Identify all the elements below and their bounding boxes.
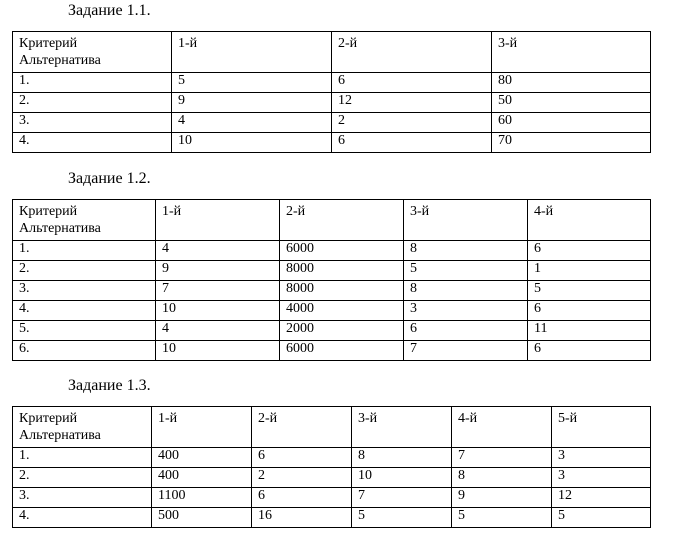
- header-cell: 1-й: [152, 407, 252, 448]
- task-table: [12, 199, 651, 361]
- table-cell: 2: [252, 468, 352, 488]
- task-title: Задание 1.2.: [68, 170, 151, 187]
- table-cell: 400: [152, 448, 252, 468]
- table-cell: 2: [332, 113, 492, 133]
- table-cell: 4: [172, 113, 332, 133]
- table-cell: 5.: [13, 321, 156, 341]
- header-cell: 3-й: [492, 32, 651, 73]
- table-cell: 400: [152, 468, 252, 488]
- table-cell: 6: [332, 133, 492, 153]
- table-cell: 2.: [13, 261, 156, 281]
- table-cell: 60: [492, 113, 651, 133]
- table-cell: 500: [152, 508, 252, 528]
- table-cell: 1.: [13, 448, 152, 468]
- table-cell: 6.: [13, 341, 156, 361]
- table-cell: 10: [156, 301, 280, 321]
- table-cell: 4.: [13, 133, 172, 153]
- table-cell: 5: [404, 261, 528, 281]
- table-cell: 6: [252, 488, 352, 508]
- table-row: [13, 133, 651, 153]
- table-cell: 3: [552, 468, 651, 488]
- header-corner-cell: [13, 32, 172, 73]
- table-cell: 5: [452, 508, 552, 528]
- header-cell: 3-й: [404, 200, 528, 241]
- table-cell: 6000: [280, 241, 404, 261]
- header-cell: 2-й: [252, 407, 352, 448]
- table-cell: 12: [552, 488, 651, 508]
- table-cell: 4000: [280, 301, 404, 321]
- table-cell: 6: [528, 341, 651, 361]
- table-cell: 80: [492, 73, 651, 93]
- table-cell: 5: [352, 508, 452, 528]
- table-cell: 11: [528, 321, 651, 341]
- table-cell: 5: [172, 73, 332, 93]
- table-row: [13, 508, 651, 528]
- header-cell: 1-й: [156, 200, 280, 241]
- table-cell: 1: [528, 261, 651, 281]
- table-cell: 7: [452, 448, 552, 468]
- header-cell: 4-й: [528, 200, 651, 241]
- table-cell: 9: [172, 93, 332, 113]
- table-cell: 2000: [280, 321, 404, 341]
- criterion-label: Критерий: [19, 204, 78, 219]
- table-cell: 6: [404, 321, 528, 341]
- table-cell: 8: [352, 448, 452, 468]
- header-cell: 3-й: [352, 407, 452, 448]
- table-row: [13, 468, 651, 488]
- table-cell: 3.: [13, 281, 156, 301]
- alternative-label: Альтернатива: [19, 221, 101, 236]
- table-header-row: [13, 407, 651, 448]
- table-cell: 4.: [13, 301, 156, 321]
- header-corner-cell: [13, 200, 156, 241]
- table-cell: 8000: [280, 281, 404, 301]
- task-title: Задание 1.3.: [68, 377, 151, 394]
- table-cell: 1.: [13, 73, 172, 93]
- task-table: [12, 406, 651, 528]
- table-cell: 4.: [13, 508, 152, 528]
- table-cell: 6: [252, 448, 352, 468]
- table-cell: 1.: [13, 241, 156, 261]
- table-row: [13, 341, 651, 361]
- table-cell: 9: [452, 488, 552, 508]
- table-row: [13, 93, 651, 113]
- table-cell: 50: [492, 93, 651, 113]
- table-cell: 6: [528, 241, 651, 261]
- table-cell: 10: [172, 133, 332, 153]
- table-row: [13, 241, 651, 261]
- table-row: [13, 448, 651, 468]
- alternative-label: Альтернатива: [19, 53, 101, 68]
- table-cell: 1100: [152, 488, 252, 508]
- table-cell: 10: [156, 341, 280, 361]
- table-cell: 8: [404, 241, 528, 261]
- table-cell: 3: [404, 301, 528, 321]
- table-cell: 7: [156, 281, 280, 301]
- table-cell: 4: [156, 241, 280, 261]
- table-cell: 3.: [13, 113, 172, 133]
- table-row: [13, 321, 651, 341]
- criterion-label: Критерий: [19, 36, 78, 51]
- table-cell: 9: [156, 261, 280, 281]
- table-cell: 4: [156, 321, 280, 341]
- table-cell: 6: [528, 301, 651, 321]
- table-cell: 3.: [13, 488, 152, 508]
- table-cell: 6000: [280, 341, 404, 361]
- table-cell: 7: [352, 488, 452, 508]
- table-row: [13, 281, 651, 301]
- header-corner-cell: [13, 407, 152, 448]
- table-row: [13, 73, 651, 93]
- table-cell: 3: [552, 448, 651, 468]
- table-cell: 8000: [280, 261, 404, 281]
- table-row: [13, 261, 651, 281]
- task-title: Задание 1.1.: [68, 2, 151, 19]
- table-row: [13, 301, 651, 321]
- header-cell: 1-й: [172, 32, 332, 73]
- table-header-row: [13, 32, 651, 73]
- header-cell: 2-й: [332, 32, 492, 73]
- table-header-row: [13, 200, 651, 241]
- alternative-label: Альтернатива: [19, 428, 101, 443]
- table-cell: 16: [252, 508, 352, 528]
- table-cell: 70: [492, 133, 651, 153]
- table-cell: 2.: [13, 468, 152, 488]
- table-row: [13, 113, 651, 133]
- table-row: [13, 488, 651, 508]
- table-cell: 5: [528, 281, 651, 301]
- table-cell: 2.: [13, 93, 172, 113]
- table-cell: 6: [332, 73, 492, 93]
- table-cell: 8: [452, 468, 552, 488]
- table-cell: 10: [352, 468, 452, 488]
- table-cell: 5: [552, 508, 651, 528]
- header-cell: 5-й: [552, 407, 651, 448]
- table-cell: 8: [404, 281, 528, 301]
- header-cell: 4-й: [452, 407, 552, 448]
- task-table: [12, 31, 651, 153]
- table-cell: 7: [404, 341, 528, 361]
- header-cell: 2-й: [280, 200, 404, 241]
- criterion-label: Критерий: [19, 411, 78, 426]
- table-cell: 12: [332, 93, 492, 113]
